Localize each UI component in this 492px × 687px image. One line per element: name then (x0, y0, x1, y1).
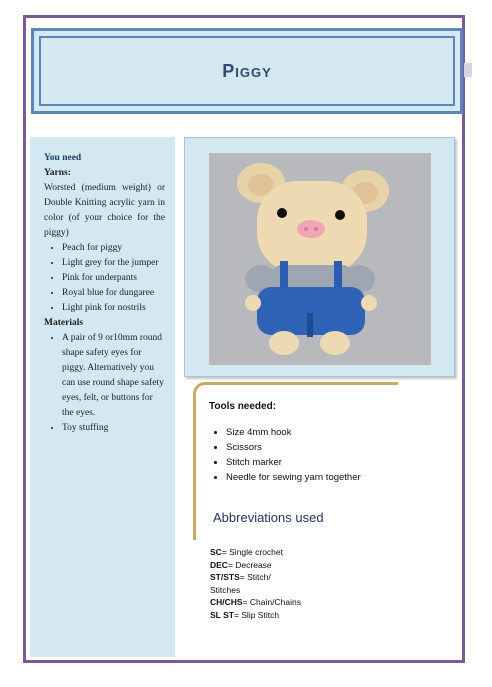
yarns-description: Worsted (medium weight) or Double Knitting acrylic yarn in color (of your choice for the piggy) (44, 183, 165, 238)
list-item: • A pair of 9 or10mm round shape safety eyes for piggy. Alternatively you can use round shape safety eyes, felt, or buttons for the eyes. (62, 331, 165, 421)
list-item: • Light pink for nostrils (62, 301, 165, 316)
title-banner (31, 28, 463, 114)
abbreviations-list (210, 546, 301, 621)
abbreviation-meaning: = Stitch/ Stitches (210, 572, 271, 595)
abbreviation-term: CH/CHS (210, 597, 243, 607)
abbreviation-meaning: = Chain/Chains (242, 597, 301, 607)
you-need-heading: You need (44, 153, 82, 163)
list-item: • Needle for sewing yarn together (226, 470, 361, 485)
abbreviation-row (210, 559, 301, 572)
list-item: • Peach for piggy (62, 241, 165, 256)
list-item: • Stitch marker (226, 455, 361, 470)
abbreviation-meaning: = Single crochet (221, 547, 284, 557)
title-banner-inner (39, 36, 455, 106)
abbreviation-row (210, 596, 301, 609)
list-item: • Pink for underpants (62, 271, 165, 286)
piggy-photo (209, 153, 431, 365)
materials-list (44, 331, 165, 436)
abbreviation-term: SL ST (210, 609, 234, 620)
list-item: • Toy stuffing (62, 421, 165, 436)
photo-panel (184, 137, 455, 377)
tools-title: Tools needed: (209, 401, 277, 412)
materials-label: Materials (44, 318, 84, 328)
abbreviation-meaning: = Decrease (227, 559, 272, 570)
edge-tab (464, 63, 472, 77)
tools-list (206, 425, 361, 485)
abbreviations-title: Abbreviations used (213, 510, 324, 525)
abbreviation-row (210, 609, 301, 622)
list-item: • Size 4mm hook (226, 425, 361, 440)
yarn-list (44, 241, 165, 316)
abbreviation-term: DEC (210, 559, 228, 570)
abbreviation-term: ST/STS (210, 572, 240, 582)
list-item: • Light grey for the jumper (62, 256, 165, 271)
yarns-label: Yarns: (44, 168, 71, 178)
abbreviation-meaning: = Slip Stitch (233, 609, 280, 620)
list-item: • Scissors (226, 440, 361, 455)
piggy-amigurumi-image (209, 153, 431, 365)
list-item: • Royal blue for dungaree (62, 286, 165, 301)
abbreviation-term: SC (210, 547, 222, 557)
you-need-sidebar (30, 137, 175, 657)
abbreviation-row (210, 546, 301, 559)
page-title: Piggy (222, 60, 272, 81)
abbreviation-row (210, 571, 290, 596)
